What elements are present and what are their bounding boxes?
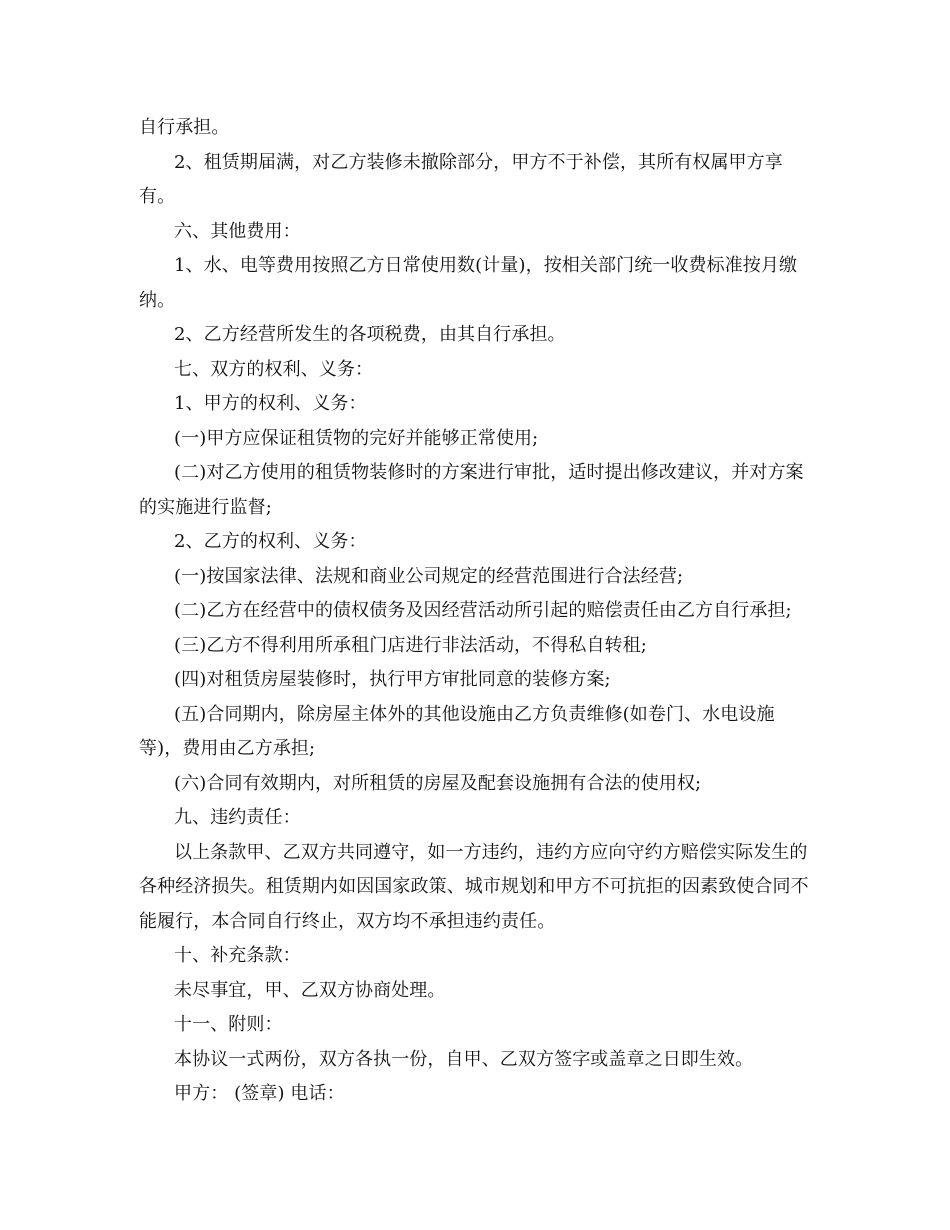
- list-item-b-2: (二)乙方在经营中的债权债务及因经营活动所引起的赔偿责任由乙方自行承担;: [174, 600, 792, 621]
- section-heading-appendix: 十一、附则：: [174, 1014, 283, 1035]
- paragraph-utilities: 1、水、电等费用按照乙方日常使用数(计量)，按相关部门统一收费标准按月缴纳。: [139, 255, 798, 311]
- subheading-party-a-rights: 1、甲方的权利、义务：: [174, 393, 367, 414]
- list-item-b-5: (五)合同期内，除房屋主体外的其他设施由乙方负责维修(如卷门、水电设施等)，费用由乙方承担;: [139, 703, 775, 759]
- paragraph-breach: 以上条款甲、乙双方共同遵守，如一方违约，违约方应向守约方赔偿实际发生的各种经济损失。租赁期内如因国家政策、城市规划和甲方不可抗拒的因素致使合同不能履行，本合同自行终止，双方均不承担违约责任。: [139, 841, 809, 932]
- signature-line-party-a: 甲方： (签章) 电话：: [174, 1083, 345, 1104]
- list-item-b-1: (一)按国家法律、法规和商业公司规定的经营范围进行合法经营;: [174, 565, 684, 587]
- section-heading-supplementary: 十、补充条款：: [174, 945, 301, 966]
- paragraph-effectiveness: 本协议一式两份，双方各执一份，自甲、乙双方签字或盖章之日即生效。: [174, 1048, 754, 1070]
- list-item-b-6: (六)合同有效期内，对所租赁的房屋及配套设施拥有合法的使用权;: [174, 772, 702, 794]
- section-heading-breach: 九、违约责任：: [174, 807, 301, 828]
- subheading-party-b-rights: 2、乙方的权利、义务：: [174, 531, 367, 552]
- list-item-a-2: (二)对乙方使用的租赁物装修时的方案进行审批，适时提出修改建议，并对方案的实施进行监督;: [139, 462, 804, 518]
- document-body: [139, 111, 815, 1112]
- list-item-b-3: (三)乙方不得利用所承租门店进行非法活动，不得私自转租;: [174, 634, 647, 656]
- paragraph-taxes: 2、乙方经营所发生的各项税费，由其自行承担。: [174, 324, 566, 345]
- paragraph-continuation: 自行承担。: [139, 117, 230, 138]
- list-item-b-4: (四)对租赁房屋装修时，执行甲方审批同意的装修方案;: [174, 669, 611, 690]
- list-item-a-1: (一)甲方应保证租赁物的完好并能够正常使用;: [174, 427, 539, 449]
- paragraph-supplementary: 未尽事宜，甲、乙双方协商处理。: [174, 979, 446, 1001]
- paragraph-decoration-ownership: 2、租赁期届满，对乙方装修未撤除部分，甲方不于补偿，其所有权属甲方享有。: [139, 151, 783, 207]
- section-heading-other-fees: 六、其他费用：: [174, 220, 301, 242]
- section-heading-rights-obligations: 七、双方的权利、义务：: [174, 358, 374, 380]
